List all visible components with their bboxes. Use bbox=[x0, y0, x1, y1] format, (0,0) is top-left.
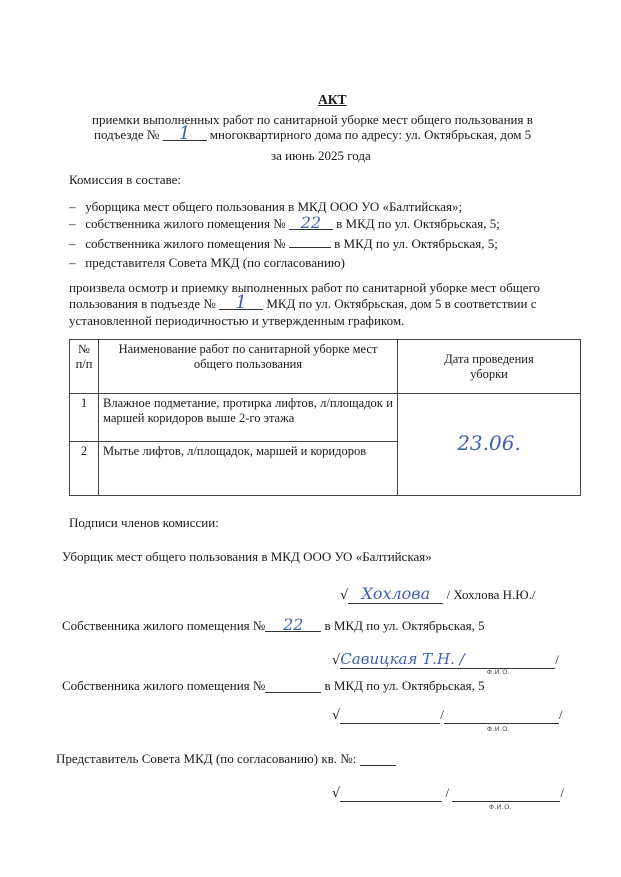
slash-mark: / bbox=[560, 785, 565, 800]
slash-mark: / bbox=[555, 652, 559, 667]
row-no: 1 bbox=[70, 394, 99, 442]
table-row bbox=[70, 394, 581, 442]
slash-mark: / bbox=[558, 707, 563, 722]
cleaner-name: / Хохлова Н.Ю./ bbox=[446, 587, 536, 602]
dash-bullet: – bbox=[69, 236, 86, 251]
header-no: № п/п bbox=[70, 340, 99, 394]
dash-bullet: – bbox=[69, 199, 86, 214]
representative-label: Представитель Совета МКД (по согласованию) кв. №: bbox=[56, 751, 396, 767]
checkmark-icon: √ bbox=[340, 588, 349, 603]
row-work: Мытье лифтов, л/площадок, маршей и коридоров bbox=[99, 442, 398, 496]
commission-heading: Комиссия в составе: bbox=[69, 172, 181, 187]
checkmark-icon: √ bbox=[332, 708, 341, 723]
owner2-label: Собственника жилого помещения № в МКД по ул. Октябрьская, 5 bbox=[62, 678, 485, 693]
checkmark-icon: √ bbox=[332, 653, 341, 668]
body-line1: произвела осмотр и приемку выполненных работ по санитарной уборке мест общего bbox=[69, 280, 541, 295]
member-item: – собственника жилого помещения № 22 в МКД по ул. Октябрьская, 5; bbox=[69, 213, 500, 232]
entrance-number-handwritten: 1 bbox=[163, 128, 207, 141]
signature-blank bbox=[340, 785, 442, 802]
body-line2: пользования в подъезде № 1 МКД по ул. Октябрьская, дом 5 в соответствии с bbox=[69, 292, 537, 313]
signature-blank bbox=[340, 707, 440, 724]
works-table bbox=[69, 339, 581, 496]
body-entrance-number-handwritten: 1 bbox=[219, 297, 263, 310]
owner2-apartment-blank bbox=[265, 680, 321, 693]
owner2-signature-line bbox=[332, 707, 563, 724]
fio-caption: Ф.И.О. bbox=[489, 804, 513, 811]
signatures-heading: Подписи членов комиссии: bbox=[69, 515, 219, 530]
dash-bullet: – bbox=[69, 255, 86, 270]
owner1-signature-line bbox=[332, 650, 559, 669]
row-no: 2 bbox=[70, 442, 99, 496]
fio-caption: Ф.И.О. bbox=[487, 726, 511, 733]
name-blank bbox=[452, 785, 560, 802]
slash-mark: / bbox=[440, 707, 444, 722]
dash-bullet: – bbox=[69, 216, 86, 231]
apartment-number-handwritten: 22 bbox=[289, 217, 333, 230]
act-period: за июнь 2025 года bbox=[271, 148, 371, 163]
cleaner-signature: Хохлова bbox=[348, 584, 443, 604]
cleaning-date-cell bbox=[398, 394, 581, 496]
row-work: Влажное подметание, протирка лифтов, л/площадок и маршей коридоров выше 2-го этажа bbox=[99, 394, 398, 442]
owner1-label: Собственника жилого помещения № 22 в МКД по ул. Октябрьская, 5 bbox=[62, 615, 485, 634]
name-blank bbox=[444, 707, 559, 724]
act-subtitle-line1: приемки выполненных работ по санитарной уборке мест общего пользования в bbox=[92, 112, 533, 127]
representative-signature-line bbox=[332, 785, 564, 802]
member-item: – уборщика мест общего пользования в МКД ООО УО «Балтийская»; bbox=[69, 199, 463, 214]
representative-apartment-blank bbox=[360, 753, 396, 766]
member-item: – собственника жилого помещения № в МКД по ул. Октябрьская, 5; bbox=[69, 236, 498, 251]
apartment-number-blank bbox=[289, 247, 331, 248]
cleaner-signature-line bbox=[340, 584, 536, 604]
member-item: – представителя Совета МКД (по согласованию) bbox=[69, 255, 345, 270]
fio-caption: Ф.И.О. bbox=[487, 669, 511, 676]
body-line3: установленной периодичностью и утвержденным графиком. bbox=[69, 313, 405, 328]
cleaning-date-handwritten: 23.06. bbox=[457, 430, 521, 455]
checkmark-icon: √ bbox=[332, 786, 341, 801]
act-title: АКТ bbox=[318, 92, 347, 107]
cleaner-label: Уборщик мест общего пользования в МКД ООО УО «Балтийская» bbox=[62, 549, 432, 564]
owner1-signature: Савицкая Т.Н. / bbox=[340, 650, 480, 669]
table-header-row bbox=[70, 340, 581, 394]
slash-mark: / bbox=[445, 785, 450, 800]
header-work: Наименование работ по санитарной уборке мест общего пользования bbox=[99, 340, 398, 394]
header-date: Дата проведения уборки bbox=[398, 340, 581, 394]
act-subtitle-line2: подъезде № 1 многоквартирного дома по адресу: ул. Октябрьская, дом 5 bbox=[94, 123, 532, 144]
signature-blank bbox=[480, 652, 555, 669]
owner1-apartment-handwritten: 22 bbox=[265, 619, 321, 632]
